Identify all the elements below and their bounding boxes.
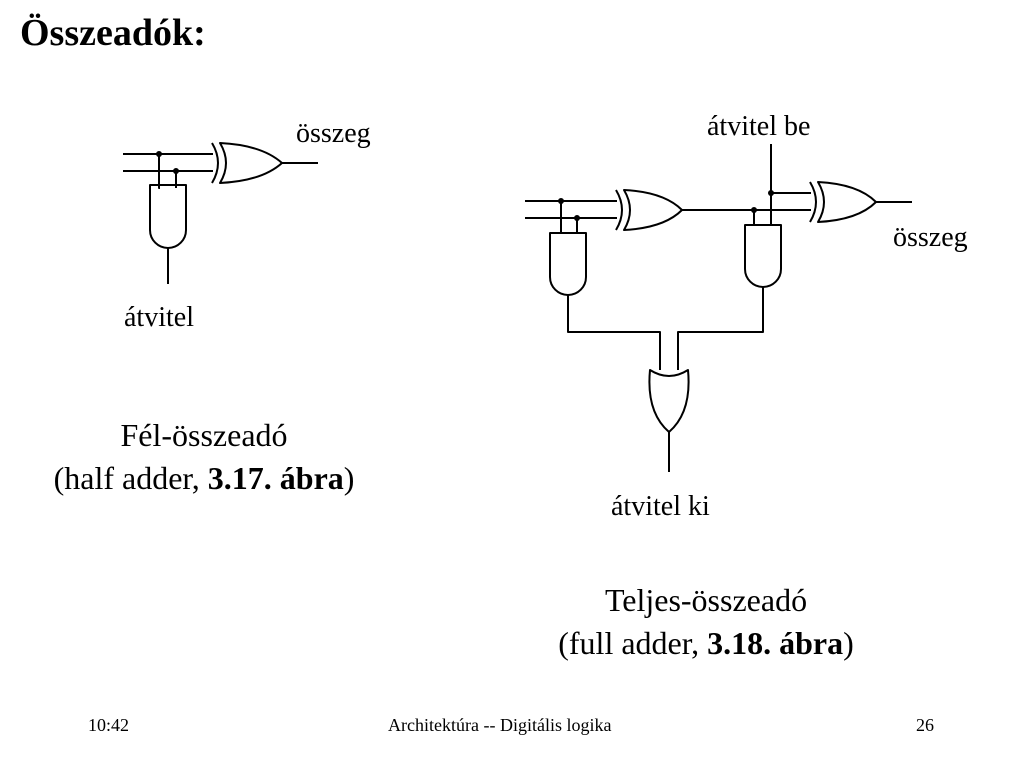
half-adder-caption-subtitle xyxy=(8,457,400,500)
junction-dot xyxy=(574,215,580,221)
half-adder-carry-label: átvitel xyxy=(124,302,194,333)
half-adder-xor-gate xyxy=(220,143,282,183)
full-adder-and2-to-or-wire xyxy=(678,287,763,370)
full-adder-sum-label: összeg xyxy=(893,222,968,253)
full-adder-or-gate xyxy=(649,370,688,432)
full-adder-caption xyxy=(496,579,916,665)
footer-title: Architektúra -- Digitális logika xyxy=(388,715,612,735)
junction-dot xyxy=(156,151,162,157)
full-adder-carry-out-label: átvitel ki xyxy=(611,491,710,522)
half-adder-figure-ref: 3.17. ábra xyxy=(207,460,344,496)
full-adder-xor1-gate xyxy=(624,190,682,230)
slide-title: Összeadók: xyxy=(20,12,206,54)
full-adder-and1-to-or-wire xyxy=(568,295,660,370)
full-adder-and2-gate xyxy=(745,225,781,287)
half-adder-caption-open: (half adder, xyxy=(53,460,208,496)
full-adder-caption-open: (full adder, xyxy=(558,625,708,661)
full-adder-caption-close: ) xyxy=(843,625,854,661)
full-adder-carry-in-label: átvitel be xyxy=(707,111,811,142)
half-adder-caption-title: Fél-összeadó xyxy=(120,417,288,453)
junction-dot xyxy=(768,190,774,196)
half-adder-and-gate xyxy=(150,185,186,248)
junction-dot xyxy=(173,168,179,174)
junction-dot xyxy=(751,207,757,213)
full-adder-caption-title: Teljes-összeadó xyxy=(604,582,808,618)
full-adder-xor1-extra-arc xyxy=(616,190,622,230)
half-adder-caption xyxy=(8,414,400,500)
half-adder-caption-close: ) xyxy=(343,460,355,496)
footer-time: 10:42 xyxy=(88,715,130,735)
half-adder-xor-extra-arc xyxy=(212,143,218,183)
half-adder-circuit xyxy=(123,143,318,284)
footer-page-number: 26 xyxy=(916,715,934,735)
full-adder-and1-gate xyxy=(550,233,586,295)
full-adder-xor2-extra-arc xyxy=(810,182,816,222)
full-adder-caption-subtitle xyxy=(496,622,916,665)
junction-dot xyxy=(558,198,564,204)
half-adder-tap-a xyxy=(159,154,160,188)
full-adder-circuit xyxy=(525,144,912,472)
half-adder-sum-label: összeg xyxy=(296,118,371,149)
full-adder-figure-ref: 3.18. ábra xyxy=(707,625,844,661)
full-adder-xor2-gate xyxy=(818,182,876,222)
